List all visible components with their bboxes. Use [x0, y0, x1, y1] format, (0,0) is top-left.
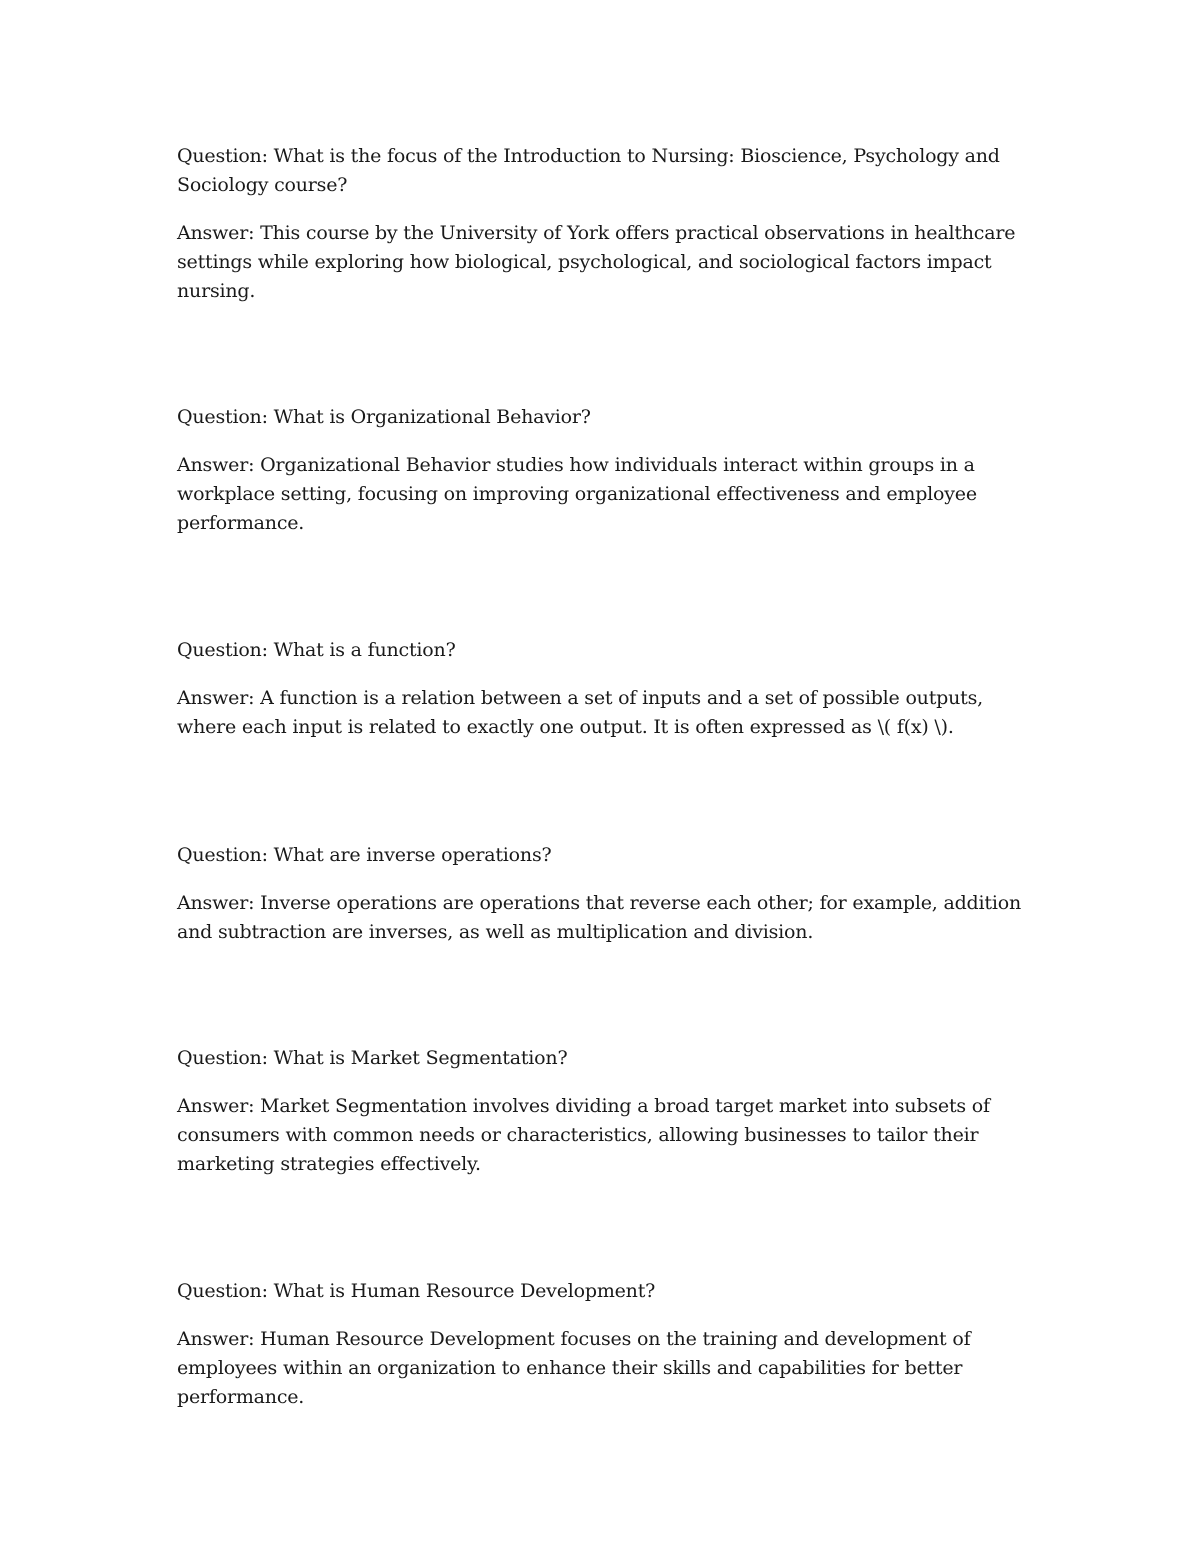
answer-text: Answer: This course by the University of York offers practical observations in healthcare settings while exploring how biological, psychological, and sociological factors impact nursing.: [177, 222, 1016, 302]
qa-block-nursing-course: [177, 142, 1027, 306]
question-text: Question: What is Organizational Behavior?: [177, 406, 591, 428]
question-text: Question: What is Human Resource Development?: [177, 1280, 656, 1302]
answer-text: Answer: Human Resource Development focuses on the training and development of employees within an organization to enhance their skills and capabilities for better performance.: [177, 1328, 971, 1408]
qa-block-inverse-operations: [177, 841, 1027, 947]
answer-text: Answer: Organizational Behavior studies how individuals interact within groups in a workplace setting, focusing on improving organizational effectiveness and employee performance.: [177, 454, 977, 534]
answer-text: Answer: Market Segmentation involves dividing a broad target market into subsets of consumers with common needs or characteristics, allowing businesses to tailor their marketing strategies effectively.: [177, 1095, 990, 1175]
question-text: Question: What is Market Segmentation?: [177, 1047, 568, 1069]
qa-block-human-resource-development: [177, 1277, 1027, 1412]
question-text: Question: What is a function?: [177, 639, 456, 661]
qa-block-market-segmentation: [177, 1044, 1027, 1179]
question-text: Question: What are inverse operations?: [177, 844, 552, 866]
qa-block-organizational-behavior: [177, 403, 1027, 538]
answer-text: Answer: A function is a relation between a set of inputs and a set of possible outputs, where each input is related to exactly one output. It is often expressed as \( f(x) \).: [177, 687, 983, 738]
qa-block-function: [177, 636, 1027, 742]
answer-text: Answer: Inverse operations are operations that reverse each other; for example, addition and subtraction are inverses, as well as multiplication and division.: [177, 892, 1021, 943]
question-text: Question: What is the focus of the Introduction to Nursing: Bioscience, Psychology and Sociology course?: [177, 145, 1000, 196]
